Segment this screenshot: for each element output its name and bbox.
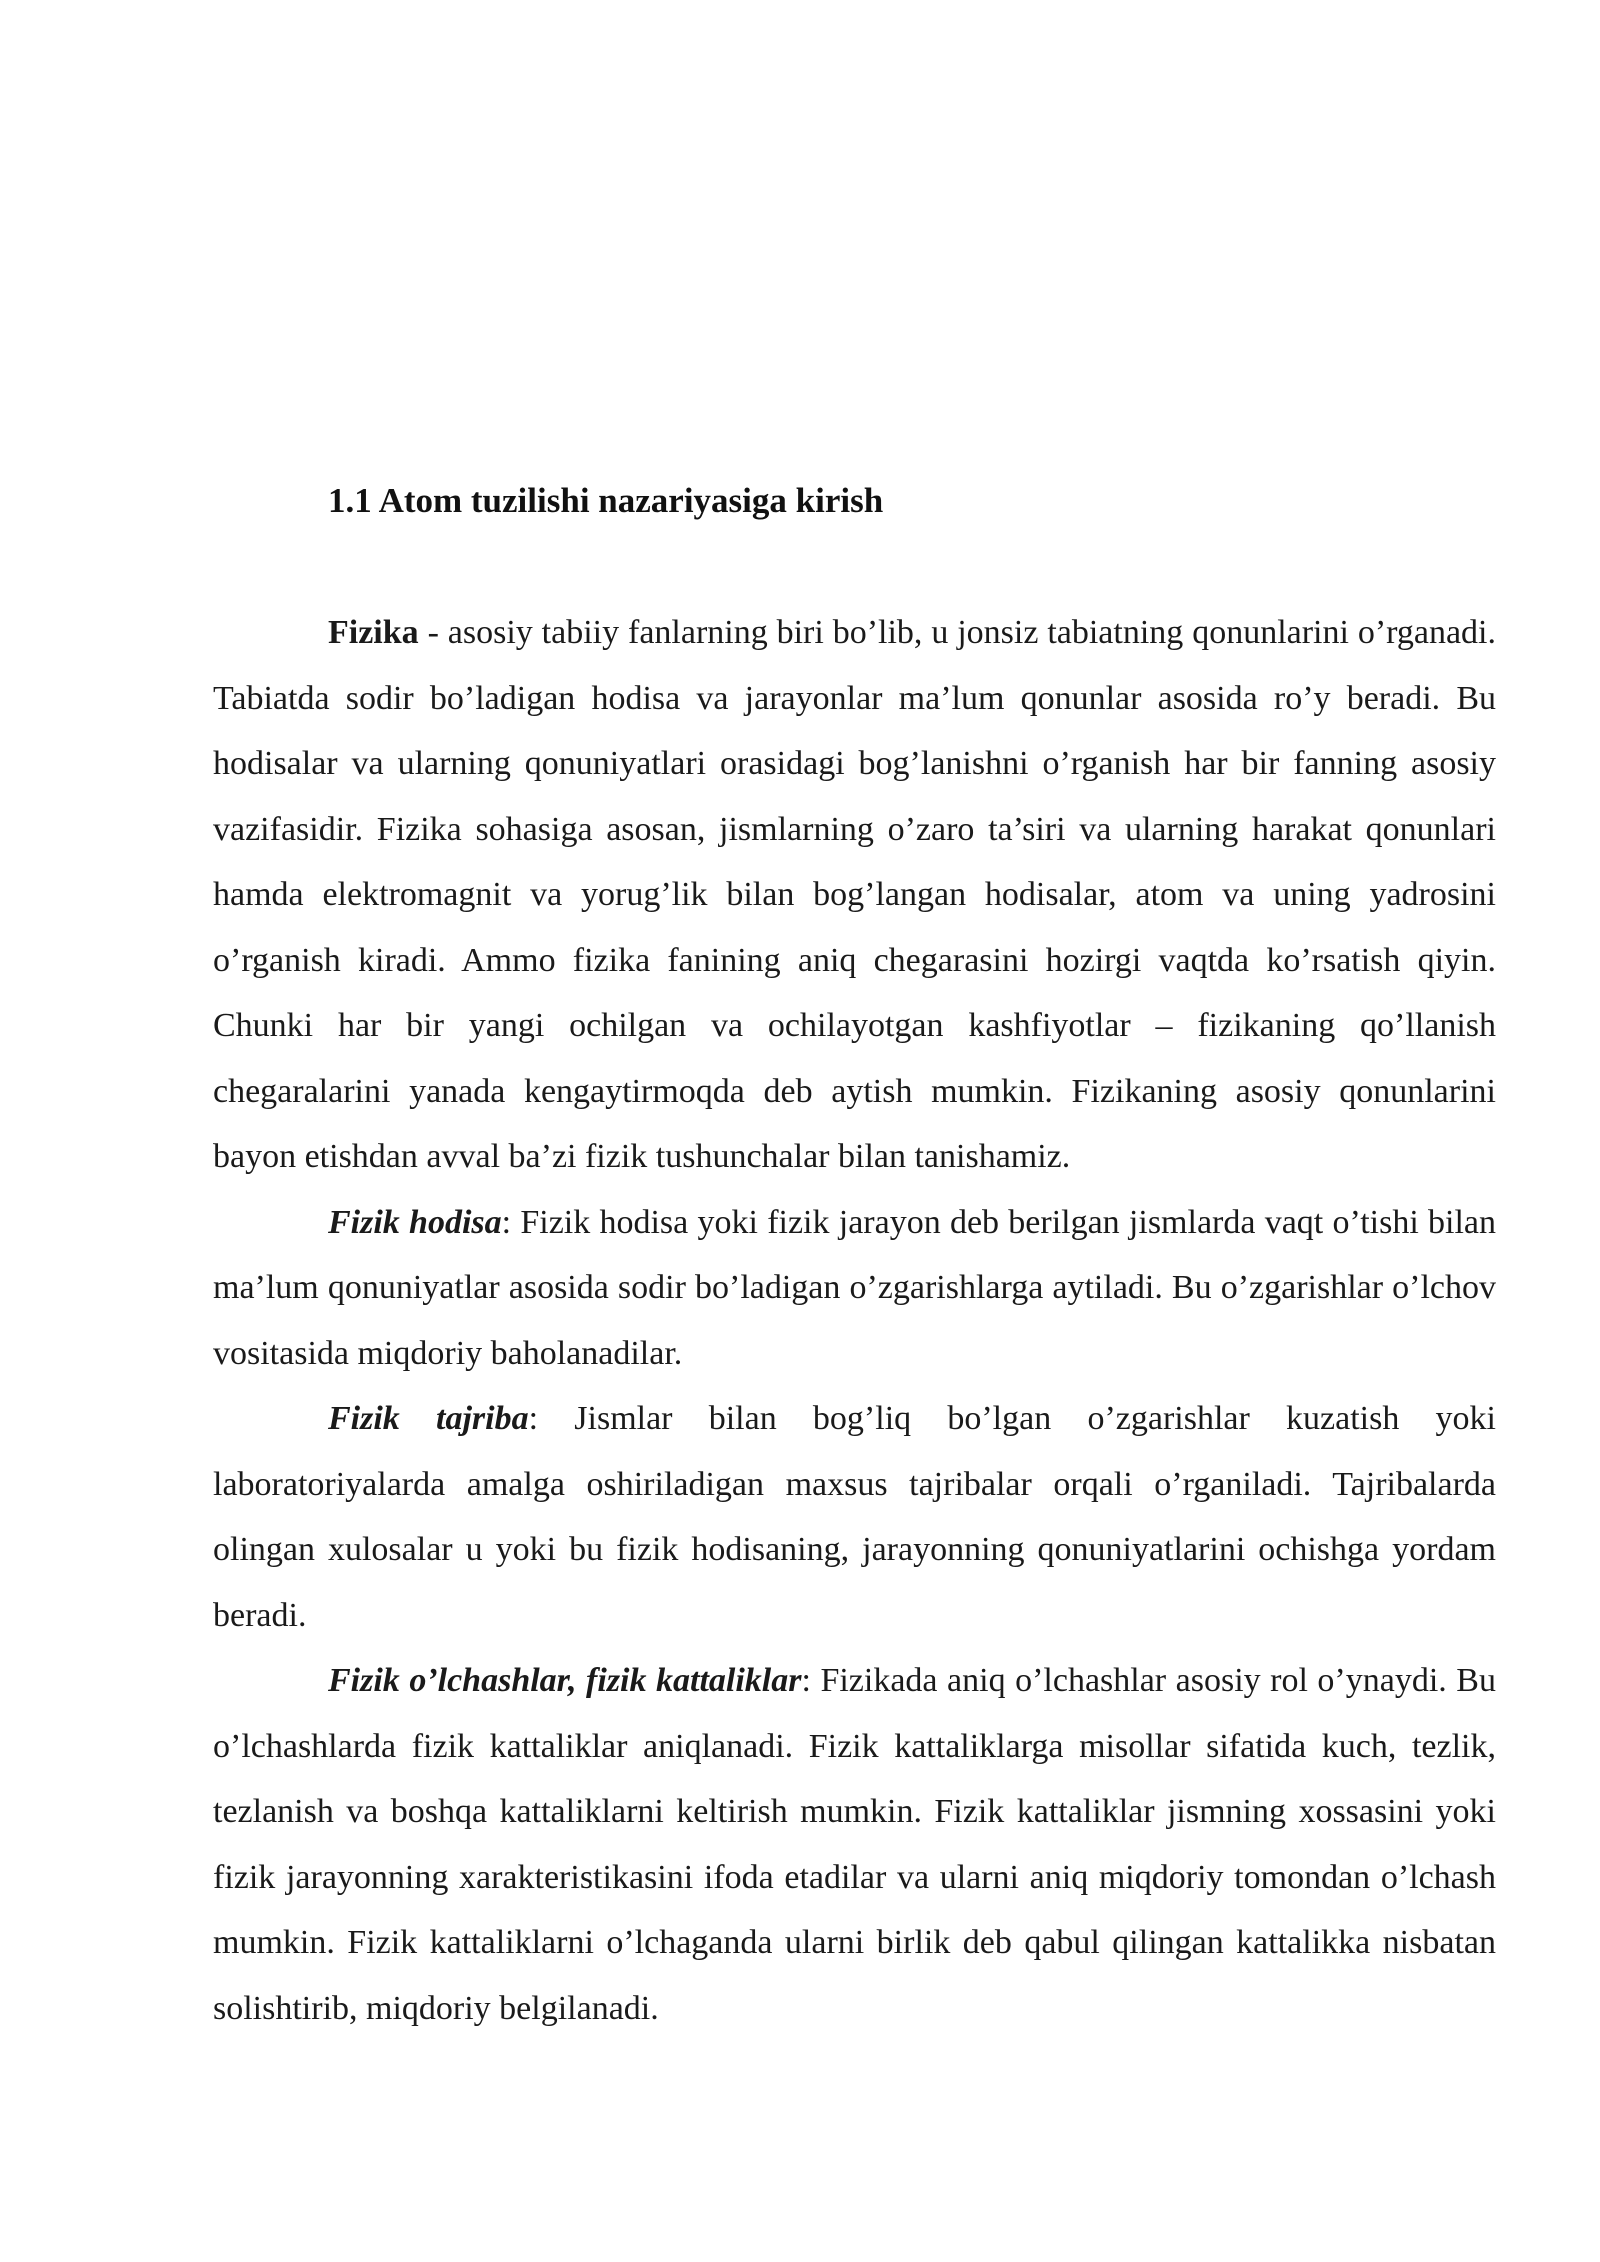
term-separator: : bbox=[501, 1203, 521, 1241]
term-fizik-olchashlar: Fizik o’lchashlar, fizik kattaliklar bbox=[328, 1662, 802, 1699]
term-fizik-hodisa: Fizik hodisa bbox=[328, 1203, 502, 1241]
paragraph-text: Fizikada aniq o’lchashlar asosiy rol o’ynaydi. Bu o’lchashlarda fizik kattaliklar aniqlanadi. Fizik kattaliklarga misollar sifatida kuch, tezlik, tezlanish va boshqa kattaliklarni keltirish mumkin. Fizik kattaliklar jismning xossasini yoki fizik jarayonning xarakteristikasini ifoda etadilar va ularni aniq miqdoriy tomondan o’lchash mumkin. Fizik kattaliklarni o’lchaganda ularni birlik deb qabul qilingan kattalikka nisbatan solishtirib, miqdoriy belgilanadi. bbox=[213, 1662, 1496, 2027]
term-fizika: Fizika bbox=[328, 614, 419, 651]
term-separator: : bbox=[528, 1400, 575, 1437]
term-fizik-tajriba: Fizik tajriba bbox=[328, 1400, 529, 1437]
page-content bbox=[213, 470, 1496, 2041]
term-separator: - bbox=[418, 614, 448, 651]
paragraph-text: Jismlar bilan bog’liq bo’lgan o’zgarishlar kuzatish yoki laboratoriyalarda amalga oshiriladigan maxsus tajribalar orqali o’rganiladi. Tajribalarda olingan xulosalar u yoki bu fizik hodisaning, jarayonning qonuniyatlarini ochishga yordam beradi. bbox=[213, 1400, 1497, 1634]
paragraph-fizik-hodisa bbox=[213, 1190, 1496, 1387]
paragraph-fizik-tajriba bbox=[213, 1386, 1496, 1648]
paragraph-text: Fizik hodisa yoki fizik jarayon deb berilgan jismlarda vaqt o’tishi bilan ma’lum qonuniyatlar asosida sodir bo’ladigan o’zgarishlarga aytiladi. Bu o’zgarishlar o’lchov vositasida miqdoriy baholanadilar. bbox=[213, 1203, 1497, 1372]
term-separator: : bbox=[801, 1662, 821, 1699]
paragraph-text: asosiy tabiiy fanlarning biri bo’lib, u jonsiz tabiatning qonunlarini o’rganadi. Tabiatda sodir bo’ladigan hodisa va jarayonlar ma’lum qonunlar asosida ro’y beradi. Bu hodisalar va ularning qonuniyatlari orasidagi bog’lanishni o’rganish har bir fanning asosiy vazifasidir. Fizika sohasiga asosan, jismlarning o’zaro ta’siri va ularning harakat qonunlari hamda elektromagnit va yorug’lik bilan bog’langan hodisalar, atom va uning yadrosini o’rganish kiradi. Ammo fizika fanining aniq chegarasini hozirgi vaqtda ko’rsatish qiyin. Chunki har bir yangi ochilgan va ochilayotgan kashfiyotlar – fizikaning qo’llanish chegaralarini yanada kengaytirmoqda deb aytish mumkin. Fizikaning asosiy qonunlarini bayon etishdan avval ba’zi fizik tushunchalar bilan tanishamiz. bbox=[213, 614, 1496, 1175]
paragraph-fizika bbox=[213, 600, 1496, 1190]
section-heading: 1.1 Atom tuzilishi nazariyasiga kirish bbox=[328, 481, 884, 520]
heading-spacer bbox=[213, 532, 1496, 600]
paragraph-fizik-olchashlar bbox=[213, 1648, 1496, 2041]
